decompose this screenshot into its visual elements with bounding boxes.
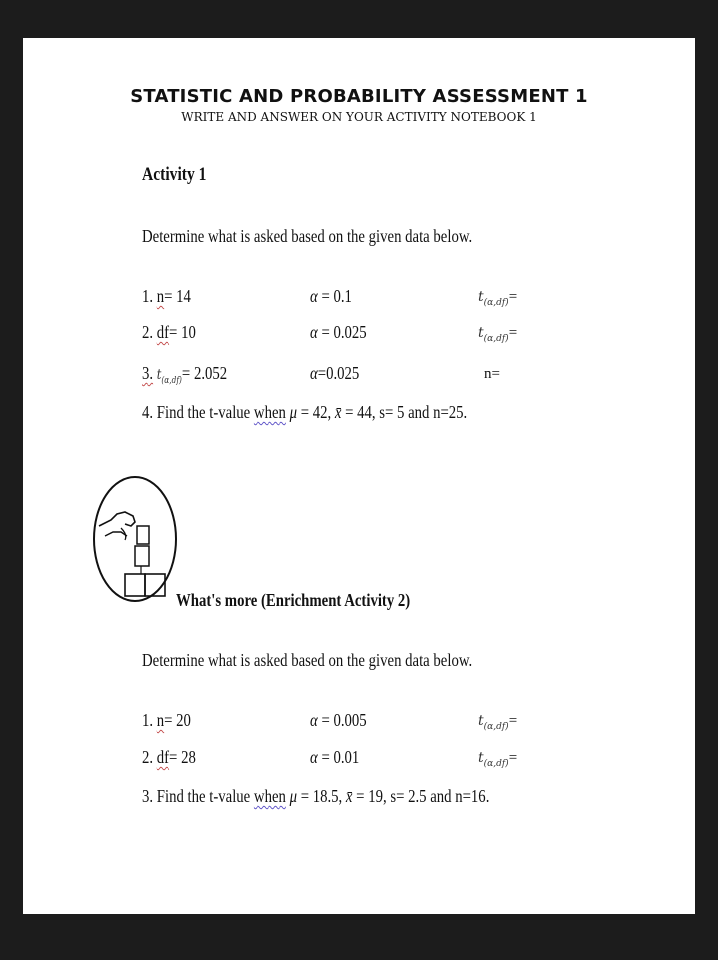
- hand-stacking-blocks-icon: [91, 474, 179, 604]
- activity-1-item-1-given: 1. n= 14: [142, 286, 191, 306]
- enrichment-instruction: Determine what is asked based on the given data below.: [142, 650, 473, 670]
- activity-1-item-2-ask: $t_{(\alpha,df)}=$: [478, 325, 518, 344]
- activity-1-item-2-alpha: α = 0.025: [310, 322, 367, 342]
- activity-1-item-3-given: 3. $t_{(\alpha,df)}= 2.052$: [142, 363, 228, 386]
- activity-1-instruction: Determine what is asked based on the given data below.: [142, 226, 473, 246]
- enrichment-item-1-ask: $t_{(\alpha,df)}=$: [478, 713, 518, 732]
- document-subtitle: WRITE AND ANSWER ON YOUR ACTIVITY NOTEBOOK 1: [181, 110, 537, 124]
- enrichment-heading: What's more (Enrichment Activity 2): [176, 590, 411, 610]
- enrichment-question-3: 3. Find the t-value when μ = 18.5, x̄ = 19, s= 2.5 and n=16.: [142, 786, 490, 806]
- activity-1-item-1-ask: $t_{(\alpha,df)}=$: [478, 289, 518, 308]
- enrichment-item-2-alpha: α = 0.01: [310, 747, 360, 767]
- document-title: STATISTIC AND PROBABILITY ASSESSMENT 1: [130, 86, 588, 107]
- activity-1-question-4: 4. Find the t-value when μ = 42, x̄ = 44, s= 5 and n=25.: [142, 402, 468, 422]
- activity-1-heading: Activity 1: [142, 164, 207, 185]
- activity-1-item-1-alpha: α = 0.1: [310, 286, 352, 306]
- activity-1-item-3-ask: n=: [484, 366, 500, 382]
- enrichment-item-2-ask: $t_{(\alpha,df)}=$: [478, 750, 518, 769]
- enrichment-item-1-alpha: α = 0.005: [310, 710, 367, 730]
- activity-1-item-3-alpha: α=0.025: [310, 363, 360, 383]
- enrichment-item-2-given: 2. df= 28: [142, 747, 196, 767]
- enrichment-item-1-given: 1. n= 20: [142, 710, 191, 730]
- activity-1-item-2-given: 2. df= 10: [142, 322, 196, 342]
